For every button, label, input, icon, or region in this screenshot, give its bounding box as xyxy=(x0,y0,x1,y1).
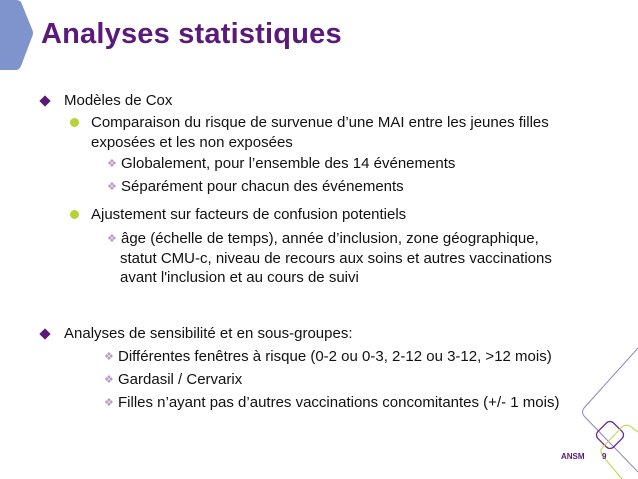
item-comparaison-line1: Comparaison du risque de survenue d’une MAI entre les jeunes filles xyxy=(91,114,549,131)
diamond-bullet-icon xyxy=(39,95,50,106)
section-label-cox: Modèles de Cox xyxy=(64,92,173,109)
slide-title: Analyses statistiques xyxy=(41,18,342,50)
subitem-gardasil: ❖ Gardasil / Cervarix xyxy=(104,371,243,388)
subitem-globalement: ❖ Globalement, pour l’ensemble des 14 événements xyxy=(107,155,456,172)
dot-bullet-icon xyxy=(70,210,79,219)
sub-bullet-icon: ❖ xyxy=(104,374,114,386)
page-number: 9 xyxy=(602,452,607,461)
subitem-filles: ❖ Filles n’ayant pas d’autres vaccinations concomitantes (+/- 1 mois) xyxy=(104,394,560,411)
section-label-sensibilite: Analyses de sensibilité et en sous-groupes: xyxy=(64,325,353,342)
subitem-fenetres: ❖ Différentes fenêtres à risque (0-2 ou 0-3, 2-12 ou 3-12, >12 mois) xyxy=(104,348,552,365)
subitem-age-line1: ❖ âge (échelle de temps), année d’inclusion, zone géographique, xyxy=(107,230,539,247)
footer-organization: ANSM xyxy=(561,452,585,461)
diamond-bullet-icon xyxy=(39,328,50,339)
sub-bullet-icon: ❖ xyxy=(107,158,117,170)
sub-bullet-icon: ❖ xyxy=(107,233,117,245)
dot-bullet-icon xyxy=(70,118,79,127)
sub-bullet-icon: ❖ xyxy=(104,397,114,409)
subitem-separement: ❖ Séparément pour chacun des événements xyxy=(107,178,404,195)
subitem-age-line3: avant l'inclusion et au cours de suivi xyxy=(120,269,359,286)
sub-bullet-icon: ❖ xyxy=(104,351,114,363)
item-comparaison-line2: exposées et les non exposées xyxy=(91,134,293,151)
subitem-age-line2: statut CMU-c, niveau de recours aux soins et autres vaccinations xyxy=(120,250,552,267)
item-ajustement: Ajustement sur facteurs de confusion potentiels xyxy=(91,206,407,223)
corner-arrow-icon xyxy=(0,0,40,72)
sub-bullet-icon: ❖ xyxy=(107,181,117,193)
